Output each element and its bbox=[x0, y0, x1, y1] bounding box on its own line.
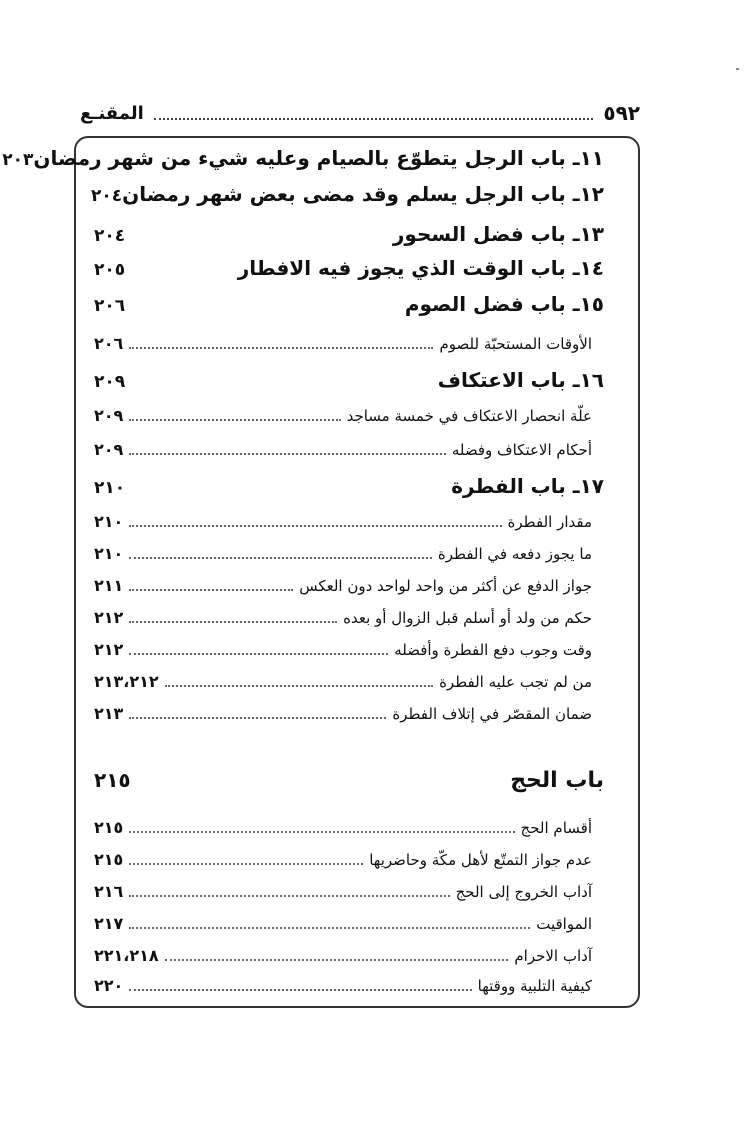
leader-dots bbox=[129, 863, 363, 865]
toc-entry-page: ٢٠٣ bbox=[2, 150, 34, 170]
toc-subentry bbox=[94, 640, 604, 659]
toc-entry-page: ٢١٠ bbox=[94, 544, 124, 563]
leader-dots bbox=[129, 895, 449, 897]
toc-entry-page: ٢١٧ bbox=[94, 914, 124, 933]
header-leader-dots bbox=[154, 106, 594, 120]
toc-subentry bbox=[94, 512, 604, 531]
toc-entry-title: حكم من ولد أو أسلم قبل الزوال أو بعده bbox=[343, 609, 592, 627]
toc-entry bbox=[91, 182, 604, 206]
toc-entry-title: ١١ـ باب الرجل يتطوّع بالصيام وعليه شيء من شهر رمضان bbox=[33, 146, 604, 170]
toc-entry bbox=[94, 368, 604, 392]
toc-entry-title: ضمان المقصّر في إتلاف الفطرة bbox=[392, 705, 592, 723]
toc-entry-title: مقدار الفطرة bbox=[507, 513, 592, 531]
toc-entry-title: علّة انحصار الاعتكاف في خمسة مساجد bbox=[346, 407, 592, 425]
toc-entry bbox=[94, 474, 604, 498]
toc-entry-title: ١٥ـ باب فضل الصوم bbox=[404, 292, 604, 316]
toc-subentry bbox=[94, 914, 604, 933]
toc-entry-page: ٢١٠ bbox=[94, 512, 124, 531]
toc-entry-page: ٢٠٤ bbox=[94, 226, 126, 246]
toc-entry-page: ٢١٠ bbox=[94, 478, 126, 498]
toc-entry-page: ٢١٥ bbox=[94, 818, 124, 837]
toc-entry-title: الأوقات المستحبّة للصوم bbox=[439, 335, 592, 353]
toc-entry-page: ٢١٣ bbox=[94, 704, 124, 723]
toc-entry-page: ٢٠٩ bbox=[94, 440, 124, 459]
toc-entry bbox=[94, 256, 604, 280]
toc-entry-title: وقت وجوب دفع الفطرة وأفضله bbox=[394, 641, 592, 659]
toc-entry-page: ٢١٥ bbox=[94, 850, 124, 869]
toc-entry-page: ٢٠٥ bbox=[94, 260, 126, 280]
leader-dots bbox=[129, 453, 446, 455]
toc-entry-title: ١٤ـ باب الوقت الذي يجوز فيه الافطار bbox=[237, 256, 604, 280]
leader-dots bbox=[129, 557, 432, 559]
toc-subentry bbox=[94, 882, 604, 901]
leader-dots bbox=[129, 717, 386, 719]
toc-entry-title: المواقيت bbox=[536, 915, 592, 933]
toc-entry-title: ١٧ـ باب الفطرة bbox=[451, 474, 604, 498]
toc-entry bbox=[2, 146, 604, 170]
toc-entry-title: أقسام الحج bbox=[520, 819, 592, 837]
toc-entry-title: ما يجوز دفعه في الفطرة bbox=[437, 545, 592, 563]
book-title: المقنـع bbox=[80, 102, 144, 124]
page-number: ٥٩٢ bbox=[603, 101, 640, 125]
toc-entry-page: ٢١٥ bbox=[94, 768, 131, 792]
toc-entry-page: ٢٢٠ bbox=[94, 976, 124, 995]
toc-entry-page: ٢٢١،٢١٨ bbox=[94, 946, 159, 965]
toc-entry-page: ٢١١ bbox=[94, 576, 124, 595]
toc-entry-title: كيفية التلبية ووقتها bbox=[477, 977, 592, 995]
toc-subentry bbox=[94, 850, 604, 869]
toc-entry-title: أحكام الاعتكاف وفضله bbox=[451, 441, 592, 459]
running-header bbox=[80, 98, 640, 128]
leader-dots bbox=[129, 419, 340, 421]
toc-entry-title: باب الحج bbox=[510, 768, 604, 793]
toc-entry-page: ٢١٢ bbox=[94, 640, 124, 659]
toc-subentry bbox=[94, 818, 604, 837]
leader-dots bbox=[129, 653, 388, 655]
toc-subentry bbox=[94, 334, 604, 353]
leader-dots bbox=[129, 589, 293, 591]
toc-subentry bbox=[94, 406, 604, 425]
leader-dots bbox=[165, 959, 509, 961]
toc-entry-title: ١٢ـ باب الرجل يسلم وقد مضى بعض شهر رمضان bbox=[122, 182, 604, 206]
toc-entry-page: ٢٠٩ bbox=[94, 372, 126, 392]
toc-subentry bbox=[94, 976, 604, 995]
toc-entry-page: ٢١٦ bbox=[94, 882, 124, 901]
toc-entry-title: من لم تجب عليه الفطرة bbox=[439, 673, 592, 691]
toc-entry-page: ٢١٣،٢١٢ bbox=[94, 672, 159, 691]
toc-entry-page: ٢١٢ bbox=[94, 608, 124, 627]
toc-subentry bbox=[94, 544, 604, 563]
toc-subentry bbox=[94, 946, 604, 965]
toc-chapter-heading bbox=[94, 768, 604, 793]
leader-dots bbox=[129, 831, 514, 833]
leader-dots bbox=[129, 927, 530, 929]
leader-dots bbox=[129, 621, 337, 623]
toc-subentry bbox=[94, 440, 604, 459]
toc-subentry bbox=[94, 672, 604, 691]
leader-dots bbox=[129, 525, 501, 527]
toc-subentry bbox=[94, 608, 604, 627]
leader-dots bbox=[129, 989, 471, 991]
toc-subentry bbox=[94, 576, 604, 595]
leader-dots bbox=[129, 347, 433, 349]
toc-entry-title: جواز الدفع عن أكثر من واحد لواحد دون العكس bbox=[299, 577, 592, 595]
toc-entry-page: ٢٠٩ bbox=[94, 406, 124, 425]
toc-entry bbox=[94, 222, 604, 246]
toc-entry-title: عدم جواز التمتّع لأهل مكّة وحاضريها bbox=[369, 851, 592, 869]
toc-entry bbox=[94, 292, 604, 316]
toc-entry-title: آداب الخروج إلى الحج bbox=[455, 883, 592, 901]
scan-speck bbox=[736, 68, 739, 70]
leader-dots bbox=[165, 685, 433, 687]
toc-entry-page: ٢٠٦ bbox=[94, 334, 124, 353]
toc-subentry bbox=[94, 704, 604, 723]
toc-entry-title: ١٣ـ باب فضل السحور bbox=[392, 222, 604, 246]
toc-entry-title: ١٦ـ باب الاعتكاف bbox=[437, 368, 604, 392]
toc-entry-page: ٢٠٤ bbox=[91, 186, 123, 206]
toc-entry-title: آداب الاحرام bbox=[514, 947, 592, 965]
toc-entry-page: ٢٠٦ bbox=[94, 296, 126, 316]
